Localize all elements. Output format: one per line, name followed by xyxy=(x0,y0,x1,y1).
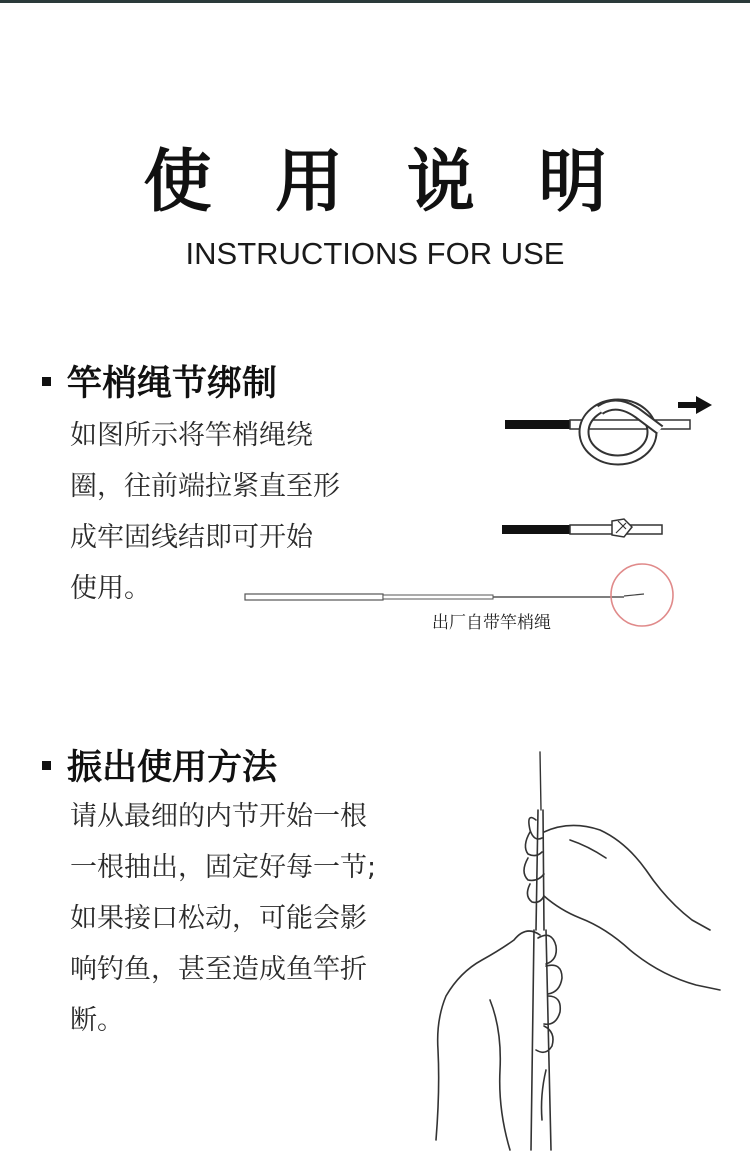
bullet-marker xyxy=(42,761,51,770)
text-line: 成牢固线结即可开始 xyxy=(70,522,313,553)
text-line: 使用。 xyxy=(70,573,151,604)
text-line: 一根抽出，固定好每一节; xyxy=(70,852,377,883)
text-line: 如图所示将竿梢绳绕 xyxy=(70,420,313,451)
section-knot-heading xyxy=(42,356,277,406)
figure-caption: 出厂自带竿梢绳 xyxy=(432,613,551,633)
highlight-circle xyxy=(611,564,673,626)
page-title: 使 用 说 明 xyxy=(143,143,627,222)
section-knot-title: 竿梢绳节绑制 xyxy=(67,364,278,404)
text-line: 如果接口松动，可能会影 xyxy=(70,903,367,934)
text-line: 响钓鱼，甚至造成鱼竿折 xyxy=(70,954,367,985)
top-border-line xyxy=(0,0,750,3)
section-extend-title: 振出使用方法 xyxy=(67,748,278,788)
bullet-marker xyxy=(42,377,51,386)
hands-extending-rod-illustration xyxy=(430,750,730,1160)
knot-loop-illustration xyxy=(500,390,720,470)
page-subtitle: INSTRUCTIONS FOR USE xyxy=(185,236,565,271)
knot-tight-illustration xyxy=(500,515,670,545)
section-extend-text xyxy=(70,791,376,1046)
text-line: 断。 xyxy=(70,1005,124,1036)
text-line: 请从最细的内节开始一根 xyxy=(70,801,367,832)
text-line: 圈，往前端拉紧直至形 xyxy=(70,471,340,502)
section-extend-heading xyxy=(42,740,277,790)
